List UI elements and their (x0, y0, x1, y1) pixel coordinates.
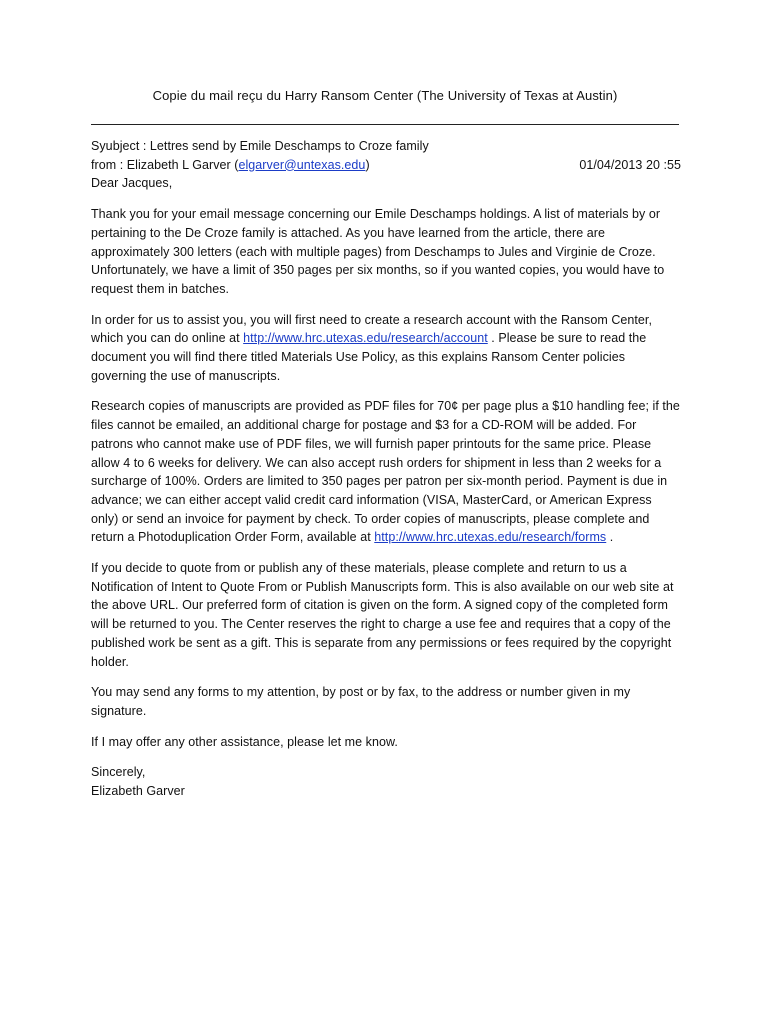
from-sender (91, 156, 370, 175)
email-body (91, 137, 681, 801)
from-line (91, 156, 681, 175)
research-forms-link[interactable]: http://www.hrc.utexas.edu/research/forms (374, 530, 607, 545)
para3-text-end: . (606, 530, 614, 545)
closing: Sincerely, (91, 765, 146, 780)
from-suffix: ) (365, 157, 370, 172)
page-title: Copie du mail reçu du Harry Ransom Center (The University of Texas at Austin) (152, 88, 618, 103)
research-account-link[interactable]: http://www.hrc.utexas.edu/research/account (243, 331, 488, 346)
subject-line: Syubject : Lettres send by Emile Deschamps to Croze family (91, 139, 429, 153)
paragraph-holdings: Thank you for your email message concerning our Emile Deschamps holdings. A list of materials by or pertaining to the De Croze family is attached. As you have learned from the article, there are approximately 300 letters (each with multiple pages) from Deschamps to Jules and Virginie de Croze. Unfortunately, we have a limit of 350 pages per six months, so if you wanted copies, you would have to request them in batches. (91, 207, 665, 296)
greeting: Dear Jacques, (91, 176, 173, 191)
email-header (91, 137, 681, 174)
email-date: 01/04/2013 20 :55 (579, 157, 681, 172)
para2-text-start: In order for us to assist you, you will first need to create a research account with the Ransom Center, which you can do online at (91, 312, 652, 346)
para3-text-start: Research copies of manuscripts are provided as PDF files for 70¢ per page plus a $10 handling fee; if the files cannot be emailed, an additional charge for postage and $3 for a CD-ROM will be added. For patrons who cannot make use of PDF files, we will furnish paper printouts for the same price. Please allow 4 to 6 weeks for delivery. We can also accept rush orders for shipment in less than 2 weeks for a surcharge of 100%. Orders are limited to 350 pages per patron per six-month period. Payment is due in advance; we can either accept valid credit card information (VISA, MasterCard, or American Express only) or send an invoice for payment by check. To order copies of manuscripts, please complete and return a Photoduplication Order Form, available at (91, 399, 680, 545)
signature: Elizabeth Garver (91, 784, 185, 799)
paragraph-forms: You may send any forms to my attention, by post or by fax, to the address or number given in my signature. (91, 685, 631, 718)
paragraph-research-account (91, 311, 681, 386)
paragraph-assistance: If I may offer any other assistance, please let me know. (91, 734, 398, 749)
paragraph-quote-publish: If you decide to quote from or publish any of these materials, please complete and return to us a Notification of Intent to Quote From or Publish Manuscripts form. This is also available on our web site at the above URL. Our preferred form of citation is given on the form. A signed copy of the completed form will be returned to you. The Center reserves the right to charge a use fee and requires that a copy of the published work be sent as a gift. This is separate from any permissions or fees required by the copyright holder. (91, 561, 674, 669)
title-divider (91, 124, 679, 125)
from-prefix: from : Elizabeth L Garver ( (91, 157, 239, 172)
para2-text-end: . Please be sure to read the document you will find there titled Materials Use Policy, as this explains Ransom Center policies governing the use of manuscripts. (91, 331, 647, 383)
paragraph-copies (91, 397, 681, 547)
sender-email-link[interactable]: elgarver@untexas.edu (238, 157, 366, 172)
